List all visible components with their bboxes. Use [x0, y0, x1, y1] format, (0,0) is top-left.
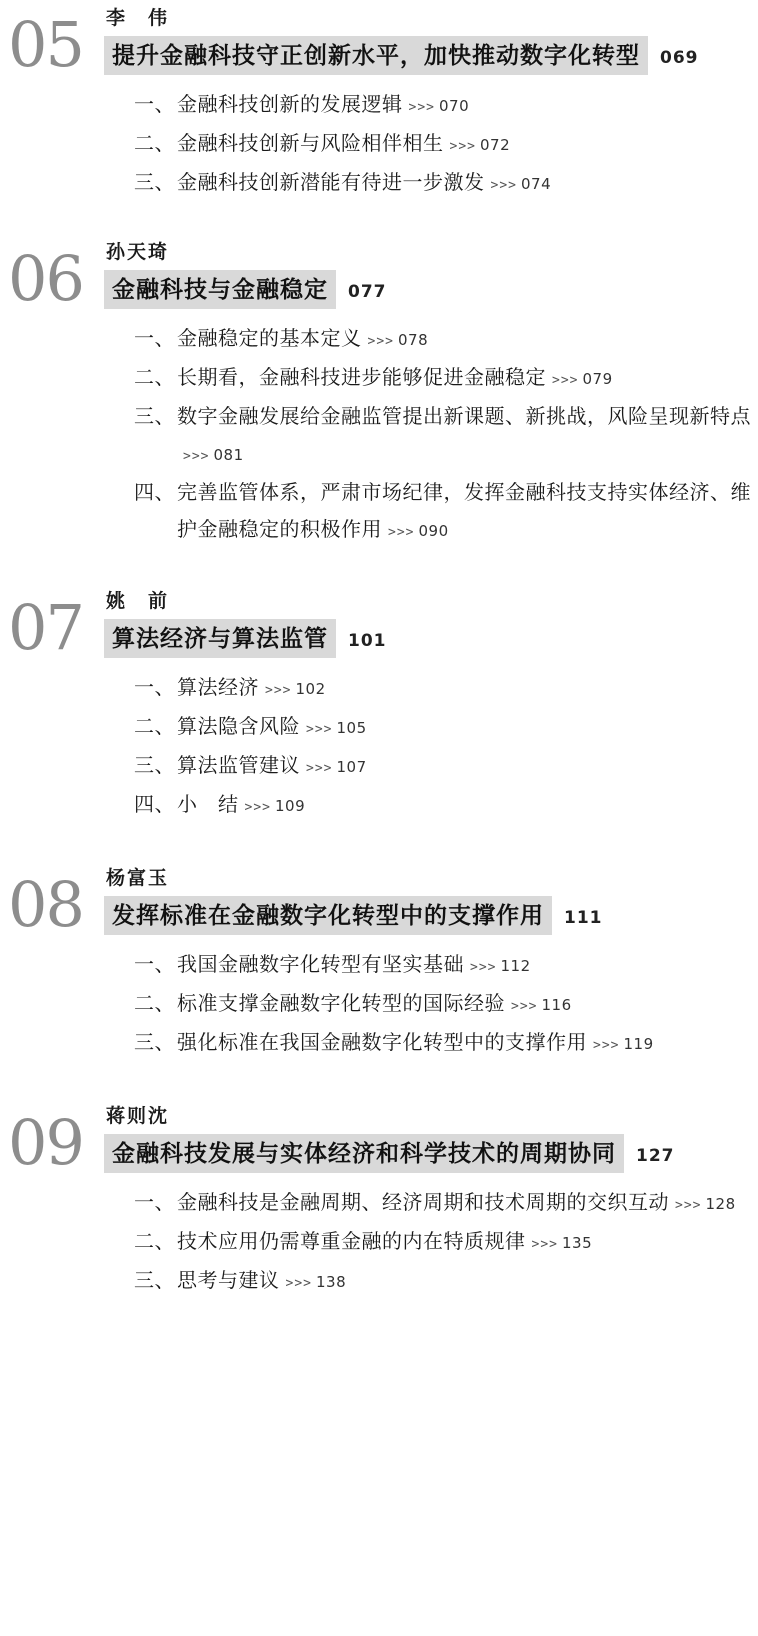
- list-item[interactable]: [134, 87, 758, 126]
- entry-page-number: 127: [636, 1146, 675, 1166]
- subitem-text: 金融科技创新与风险相伴相生 >>> 072: [177, 133, 511, 155]
- leader-dots: >>>: [511, 999, 538, 1014]
- entry-page-number: 069: [660, 48, 699, 68]
- toc-entry-08: [0, 866, 758, 1064]
- entry-page-number: 111: [564, 908, 603, 928]
- subitem-index: 二、: [134, 133, 175, 155]
- subitem-page: 078: [397, 331, 429, 349]
- subitem-page: 138: [315, 1273, 347, 1291]
- entry-number: 08: [8, 868, 83, 941]
- subitem-index: 三、: [134, 172, 175, 194]
- subitem-text: 标准支撑金融数字化转型的国际经验 >>> 116: [177, 993, 572, 1015]
- entry-subitems: [104, 321, 758, 551]
- subitem-text: 技术应用仍需尊重金融的内在特质规律 >>> 135: [177, 1231, 593, 1253]
- subitem-page: 105: [336, 719, 367, 737]
- subitem-index: 三、: [134, 1032, 175, 1054]
- leader-dots: >>>: [408, 100, 435, 115]
- subitem-page: 109: [274, 797, 306, 815]
- subitem-text: 我国金融数字化转型有坚实基础 >>> 112: [177, 954, 531, 976]
- subitem-page: 102: [295, 680, 326, 698]
- subitem-index: 三、: [134, 406, 175, 428]
- subitem-index: 二、: [134, 1231, 175, 1253]
- entry-number: 07: [8, 591, 83, 664]
- subitem-page: 119: [623, 1035, 654, 1053]
- entry-title[interactable]: 金融科技发展与实体经济和科学技术的周期协同: [104, 1134, 624, 1173]
- leader-dots: >>>: [552, 373, 579, 388]
- leader-dots: >>>: [531, 1237, 558, 1252]
- entry-author: 姚 前: [106, 591, 170, 612]
- subitem-text: 算法监管建议 >>> 107: [177, 755, 367, 777]
- entry-author: 李 伟: [106, 8, 170, 29]
- entry-title[interactable]: 提升金融科技守正创新水平，加快推动数字化转型: [104, 36, 648, 75]
- subitem-page: 074: [520, 175, 552, 193]
- leader-dots: >>>: [490, 178, 517, 193]
- subitem-text: 金融科技创新潜能有待进一步激发 >>> 074: [177, 172, 552, 194]
- subitem-index: 一、: [134, 954, 175, 976]
- list-item[interactable]: [134, 947, 758, 986]
- list-item[interactable]: [134, 475, 758, 551]
- subitem-index: 一、: [134, 328, 175, 350]
- subitem-index: 一、: [134, 94, 175, 116]
- subitem-text: 思考与建议 >>> 138: [177, 1270, 347, 1292]
- list-item[interactable]: [134, 1224, 758, 1263]
- subitem-text: 金融稳定的基本定义 >>> 078: [177, 328, 429, 350]
- entry-title[interactable]: 发挥标准在金融数字化转型中的支撑作用: [104, 896, 552, 935]
- list-item[interactable]: [134, 670, 758, 709]
- subitem-text: 完善监管体系，严肃市场纪律，发挥金融科技支持实体经济、维护金融稳定的积极作用 >>> 090: [177, 482, 751, 541]
- list-item[interactable]: [134, 1263, 758, 1302]
- leader-dots: >>>: [244, 800, 271, 815]
- entry-title-row: [104, 36, 758, 75]
- subitem-page: 107: [336, 758, 367, 776]
- leader-dots: >>>: [388, 525, 415, 540]
- entry-author: 孙天琦: [106, 242, 170, 263]
- list-item[interactable]: [134, 1025, 758, 1064]
- entry-title-row: [104, 270, 758, 309]
- entry-number: 06: [8, 242, 83, 315]
- subitem-text: 算法经济 >>> 102: [177, 677, 326, 699]
- entry-subitems: [104, 1185, 758, 1302]
- leader-dots: >>>: [306, 761, 333, 776]
- entry-number: 05: [8, 8, 83, 81]
- entry-author: 蒋则沈: [106, 1106, 170, 1127]
- leader-dots: >>>: [285, 1276, 312, 1291]
- subitem-index: 三、: [134, 755, 175, 777]
- leader-dots: >>>: [593, 1038, 620, 1053]
- entry-subitems: [104, 87, 758, 204]
- subitem-page: 072: [479, 136, 511, 154]
- subitem-index: 四、: [134, 794, 175, 816]
- subitem-text: 小 结 >>> 109: [177, 794, 306, 816]
- table-of-contents-page: [0, 6, 758, 1636]
- entry-author: 杨富玉: [106, 868, 170, 889]
- entry-title-row: [104, 896, 758, 935]
- list-item[interactable]: [134, 709, 758, 748]
- subitem-text: 算法隐含风险 >>> 105: [177, 716, 367, 738]
- list-item[interactable]: [134, 748, 758, 787]
- subitem-index: 二、: [134, 367, 175, 389]
- subitem-page: 081: [213, 446, 244, 464]
- entry-title-row: [104, 1134, 758, 1173]
- subitem-text: 金融科技创新的发展逻辑 >>> 070: [177, 94, 470, 116]
- toc-entry-07: [0, 589, 758, 826]
- subitem-page: 112: [500, 957, 531, 975]
- leader-dots: >>>: [449, 139, 476, 154]
- leader-dots: >>>: [265, 683, 292, 698]
- subitem-page: 090: [418, 522, 449, 540]
- entry-page-number: 101: [348, 631, 387, 651]
- toc-entry-06: [0, 240, 758, 551]
- subitem-page: 128: [705, 1195, 736, 1213]
- subitem-page: 079: [582, 370, 613, 388]
- entry-title-row: [104, 619, 758, 658]
- subitem-page: 116: [541, 996, 572, 1014]
- list-item[interactable]: [134, 399, 758, 475]
- entry-title[interactable]: 金融科技与金融稳定: [104, 270, 336, 309]
- toc-entry-09: [0, 1104, 758, 1302]
- subitem-index: 二、: [134, 716, 175, 738]
- entry-page-number: 077: [348, 282, 387, 302]
- list-item[interactable]: [134, 321, 758, 360]
- list-item[interactable]: [134, 787, 758, 826]
- subitem-text: 强化标准在我国金融数字化转型中的支撑作用 >>> 119: [177, 1032, 654, 1054]
- list-item[interactable]: [134, 165, 758, 204]
- list-item[interactable]: [134, 126, 758, 165]
- list-item[interactable]: [134, 1185, 758, 1224]
- list-item[interactable]: [134, 986, 758, 1025]
- subitem-page: 070: [438, 97, 470, 115]
- leader-dots: >>>: [306, 722, 333, 737]
- subitem-text: 长期看，金融科技进步能够促进金融稳定 >>> 079: [177, 367, 613, 389]
- subitem-index: 二、: [134, 993, 175, 1015]
- leader-dots: >>>: [367, 334, 394, 349]
- entry-subitems: [104, 947, 758, 1064]
- subitem-text: 金融科技是金融周期、经济周期和技术周期的交织互动 >>> 128: [177, 1192, 736, 1214]
- entry-subitems: [104, 670, 758, 826]
- subitem-text: 数字金融发展给金融监管提出新课题、新挑战，风险呈现新特点>>> 081: [177, 406, 751, 464]
- list-item[interactable]: [134, 360, 758, 399]
- entry-title[interactable]: 算法经济与算法监管: [104, 619, 336, 658]
- leader-dots: >>>: [675, 1198, 702, 1213]
- leader-dots: >>>: [183, 449, 210, 464]
- subitem-index: 一、: [134, 677, 175, 699]
- subitem-index: 四、: [134, 482, 175, 504]
- entry-number: 09: [8, 1106, 83, 1179]
- toc-entry-05: [0, 6, 758, 204]
- subitem-index: 三、: [134, 1270, 175, 1292]
- subitem-page: 135: [561, 1234, 593, 1252]
- leader-dots: >>>: [470, 960, 497, 975]
- subitem-index: 一、: [134, 1192, 175, 1214]
